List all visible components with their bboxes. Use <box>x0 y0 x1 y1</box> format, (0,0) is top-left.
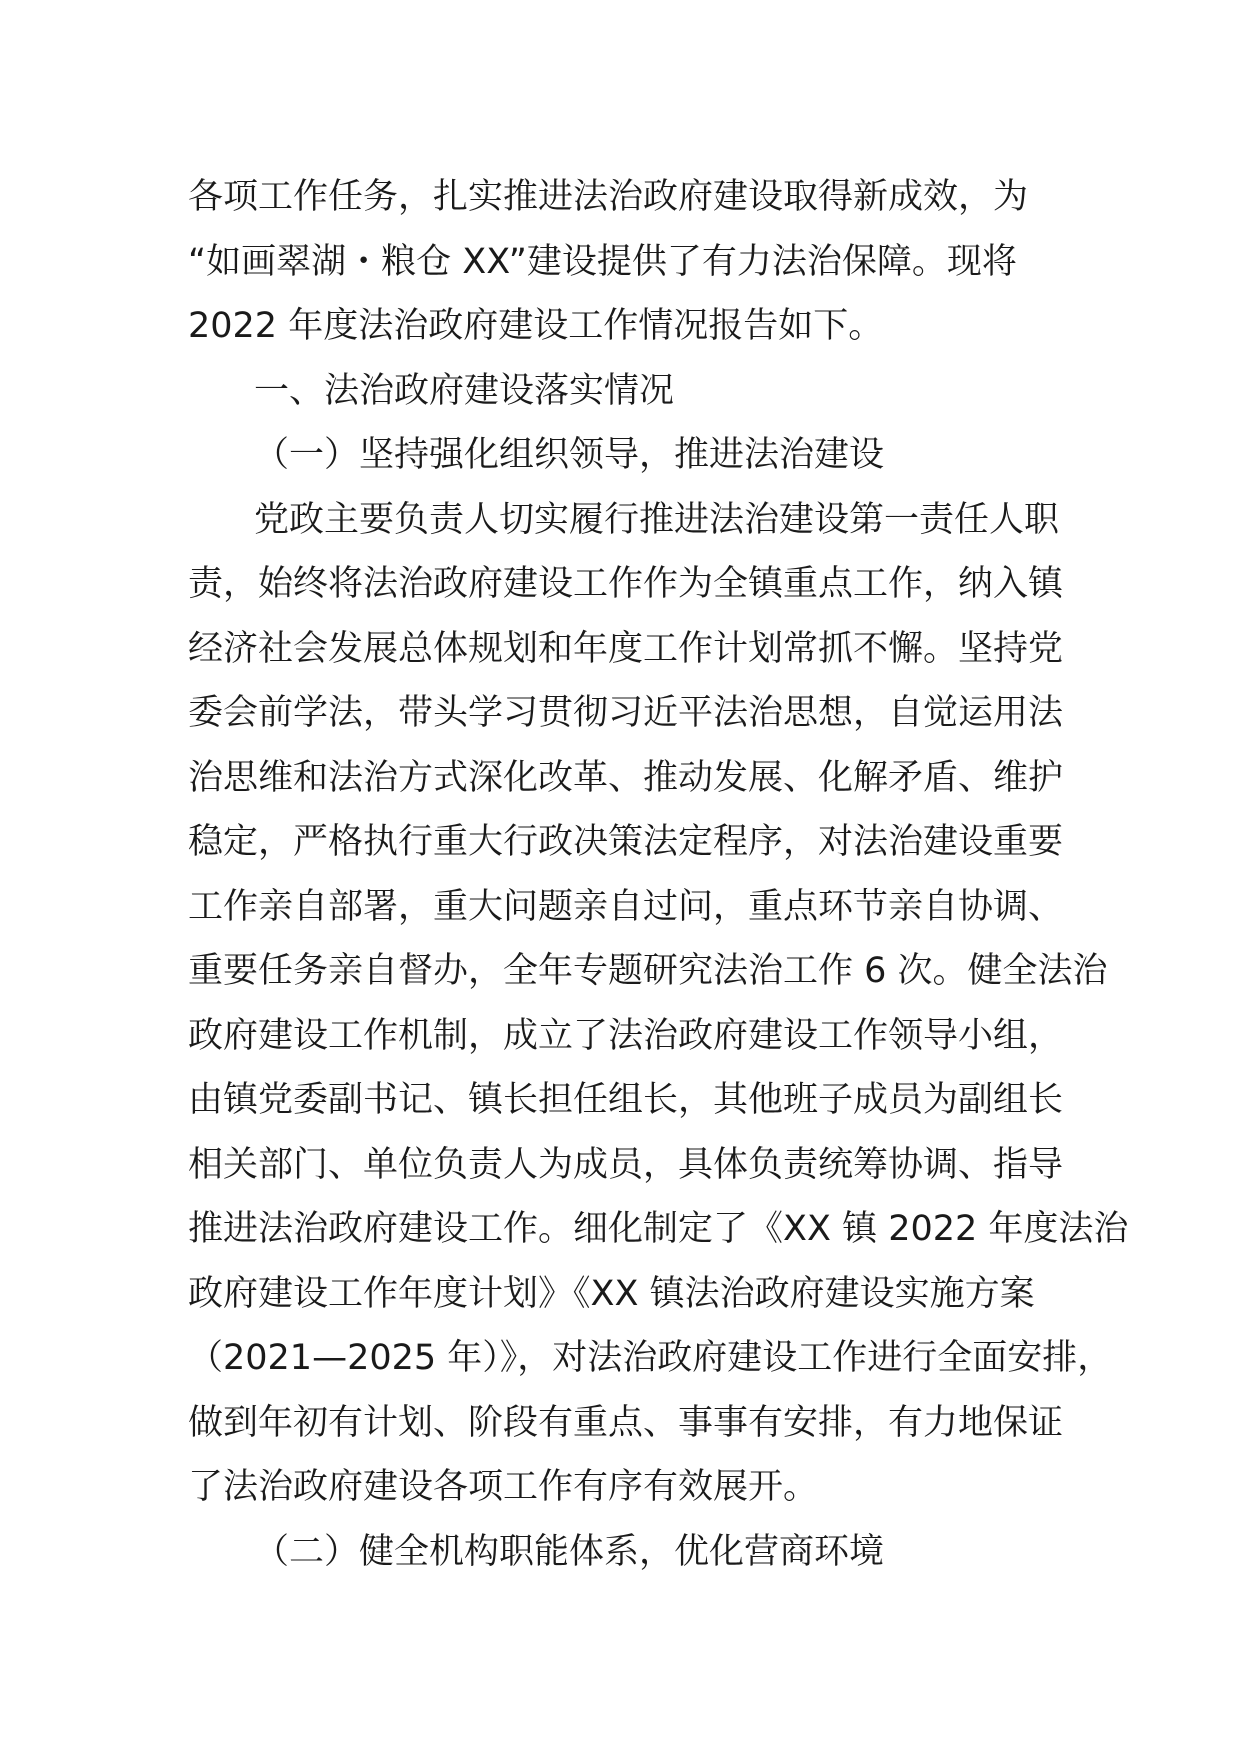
intro-line: “如画翠湖・粮仓 XX”建设提供了有力法治保障。现将 <box>188 241 1017 282</box>
document-body <box>188 165 1129 1584</box>
paragraph-line: 做到年初有计划、阶段有重点、事事有安排，有力地保证 <box>188 1402 1064 1443</box>
subsection-2-heading: （二）健全机构职能体系，优化营商环境 <box>254 1531 885 1572</box>
section-heading: 一、法治政府建设落实情况 <box>254 370 675 411</box>
paragraph-line: 政府建设工作机制，成立了法治政府建设工作领导小组， <box>188 1015 1064 1056</box>
paragraph-line: 经济社会发展总体规划和年度工作计划常抓不懈。坚持党 <box>188 628 1064 669</box>
paragraph-line: 责，始终将法治政府建设工作作为全镇重点工作，纳入镇 <box>188 564 1064 604</box>
paragraph-line: 由镇党委副书记、镇长担任组长，其他班子成员为副组长 <box>188 1080 1064 1120</box>
paragraph-line: 稳定，严格执行重大行政决策法定程序，对法治建设重要 <box>188 822 1064 862</box>
intro-line: 各项工作任务，扎实推进法治政府建设取得新成效，为 <box>188 177 1029 217</box>
paragraph-line: 相关部门、单位负责人为成员，具体负责统筹协调、指导 <box>188 1144 1064 1185</box>
paragraph-line: 推进法治政府建设工作。细化制定了《XX 镇 2022 年度法治 <box>188 1209 1129 1249</box>
paragraph-line: 工作亲自部署，重大问题亲自过问，重点环节亲自协调、 <box>188 886 1064 927</box>
paragraph-line: 委会前学法，带头学习贯彻习近平法治思想，自觉运用法 <box>188 693 1064 733</box>
paragraph-line: 重要任务亲自督办，全年专题研究法治工作 6 次。健全法治 <box>188 951 1108 991</box>
subsection-1-heading: （一）坚持强化组织领导，推进法治建设 <box>254 435 885 475</box>
paragraph-line: 政府建设工作年度计划》《XX 镇法治政府建设实施方案 <box>188 1273 1035 1314</box>
intro-line: 2022 年度法治政府建设工作情况报告如下。 <box>188 306 884 346</box>
paragraph-line: 党政主要负责人切实履行推进法治建设第一责任人职 <box>254 499 1060 540</box>
paragraph-line: 治思维和法治方式深化改革、推动发展、化解矛盾、维护 <box>188 757 1064 798</box>
paragraph-line: （2021—2025 年）》，对法治政府建设工作进行全面安排， <box>188 1338 1113 1378</box>
paragraph-line: 了法治政府建设各项工作有序有效展开。 <box>188 1467 819 1507</box>
